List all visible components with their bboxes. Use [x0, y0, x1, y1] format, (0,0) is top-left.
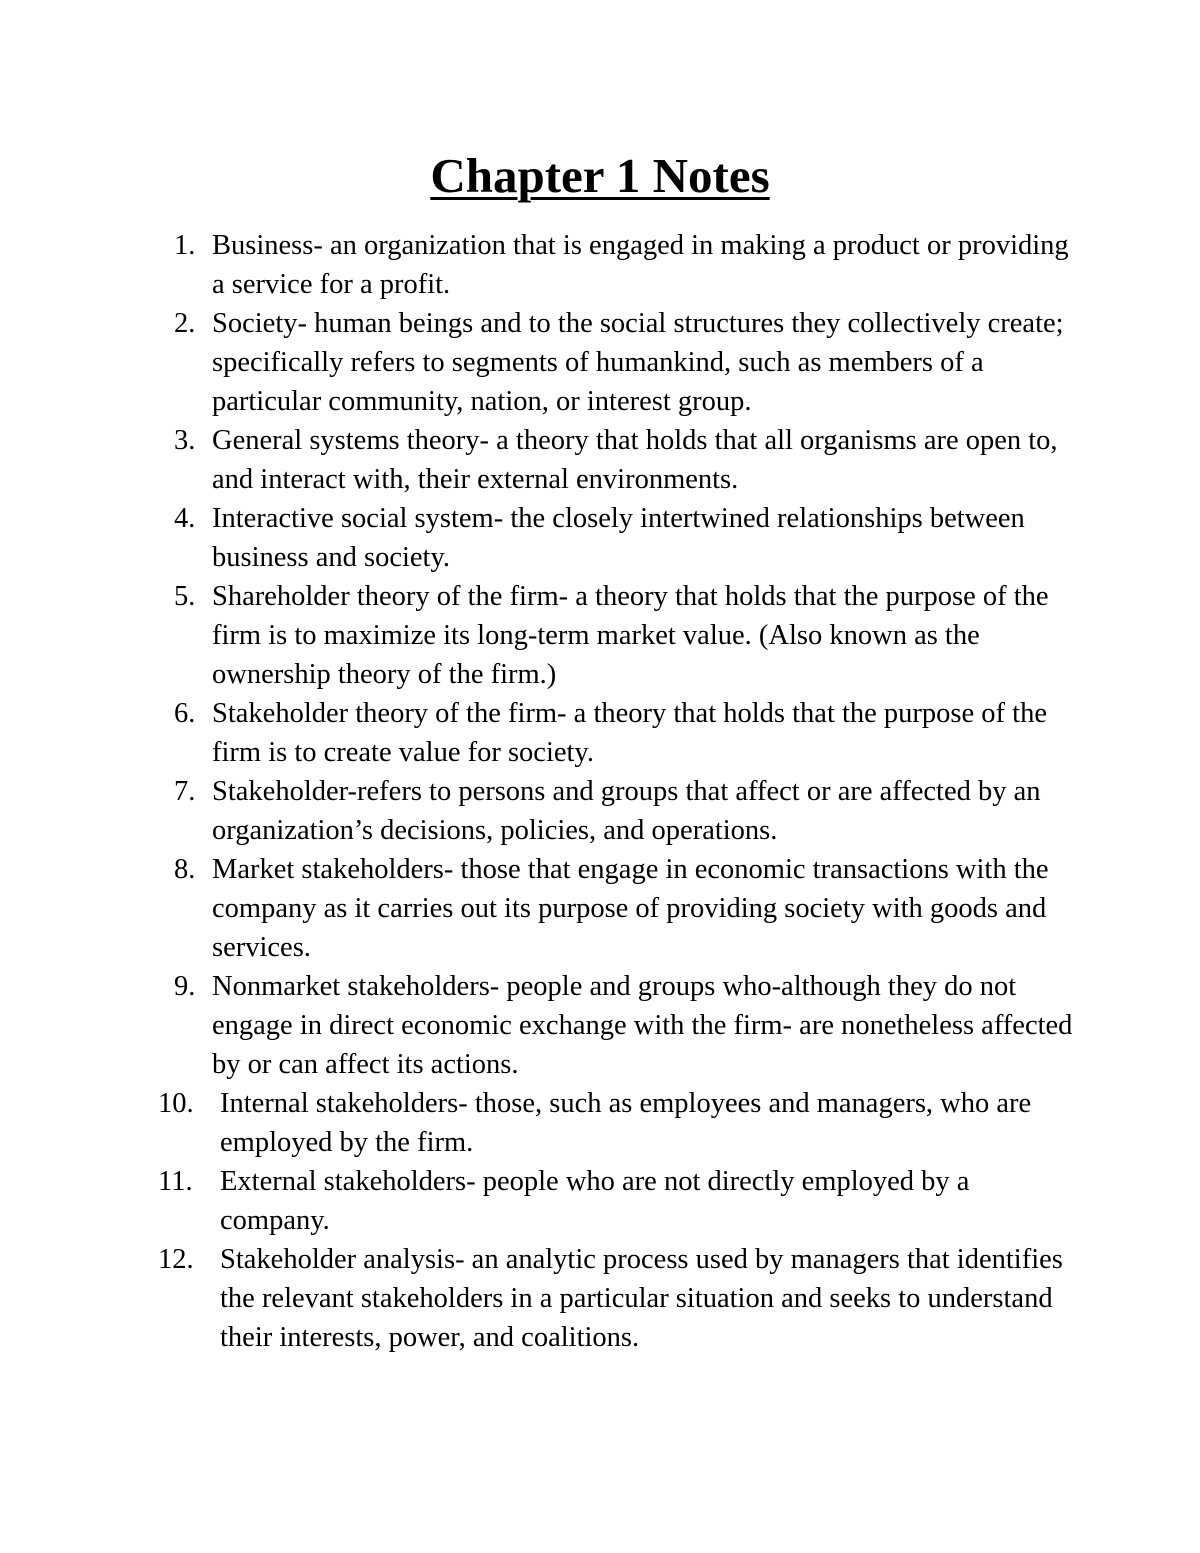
list-item-number: 5. [174, 581, 196, 612]
list-item-number: 9. [174, 971, 196, 1002]
list-item-text: External stakeholders- people who are not directly employed by a company. [220, 1166, 970, 1236]
list-item-number: 8. [174, 854, 196, 885]
list-item-number: 3. [174, 425, 196, 456]
list-item-number: 4. [174, 503, 196, 534]
list-item [150, 1162, 1080, 1240]
list-item-number: 6. [174, 698, 196, 729]
list-item-text: Business- an organization that is engaged in making a product or providing a service for a profit. [212, 230, 1069, 300]
list-item-number: 1. [174, 230, 196, 261]
list-item-text: Nonmarket stakeholders- people and groups who-although they do not engage in direct economic exchange with the firm- are nonetheless affected by or can affect its actions. [212, 971, 1073, 1080]
list-item-text: Market stakeholders- those that engage in economic transactions with the company as it carries out its purpose of providing society with goods and services. [212, 854, 1049, 963]
notes-list [150, 226, 1080, 1357]
list-item [150, 304, 1080, 421]
list-item [150, 421, 1080, 499]
page-title-text: Chapter 1 Notes [430, 148, 770, 203]
list-item-text: Internal stakeholders- those, such as employees and managers, who are employed by the firm. [220, 1088, 1032, 1158]
list-item [150, 226, 1080, 304]
list-item [150, 694, 1080, 772]
list-item-text: Society- human beings and to the social structures they collectively create; specifically refers to segments of humankind, such as members of a particular community, nation, or interest group. [212, 308, 1064, 417]
list-item [150, 850, 1080, 967]
list-item-text: Stakeholder-refers to persons and groups that affect or are affected by an organization’s decisions, policies, and operations. [212, 776, 1041, 846]
list-item [150, 967, 1080, 1084]
list-item [150, 499, 1080, 577]
list-item-text: Interactive social system- the closely intertwined relationships between business and society. [212, 503, 1025, 573]
list-item-text: Stakeholder analysis- an analytic process used by managers that identifies the relevant stakeholders in a particular situation and seeks to understand their interests, power, and coalitions. [220, 1244, 1063, 1353]
list-item-number: 7. [174, 776, 196, 807]
list-item-number: 12. [158, 1244, 194, 1275]
page-title [0, 146, 1200, 206]
list-item [150, 1084, 1080, 1162]
list-item-text: Shareholder theory of the firm- a theory that holds that the purpose of the firm is to maximize its long-term market value. (Also known as the ownership theory of the firm.) [212, 581, 1049, 690]
list-item [150, 1240, 1080, 1357]
list-item-number: 2. [174, 308, 196, 339]
list-item [150, 577, 1080, 694]
list-item [150, 772, 1080, 850]
list-item-number: 11. [158, 1166, 193, 1197]
list-item-text: General systems theory- a theory that holds that all organisms are open to, and interact with, their external environments. [212, 425, 1058, 495]
list-item-text: Stakeholder theory of the firm- a theory that holds that the purpose of the firm is to create value for society. [212, 698, 1047, 768]
list-item-number: 10. [158, 1088, 194, 1119]
